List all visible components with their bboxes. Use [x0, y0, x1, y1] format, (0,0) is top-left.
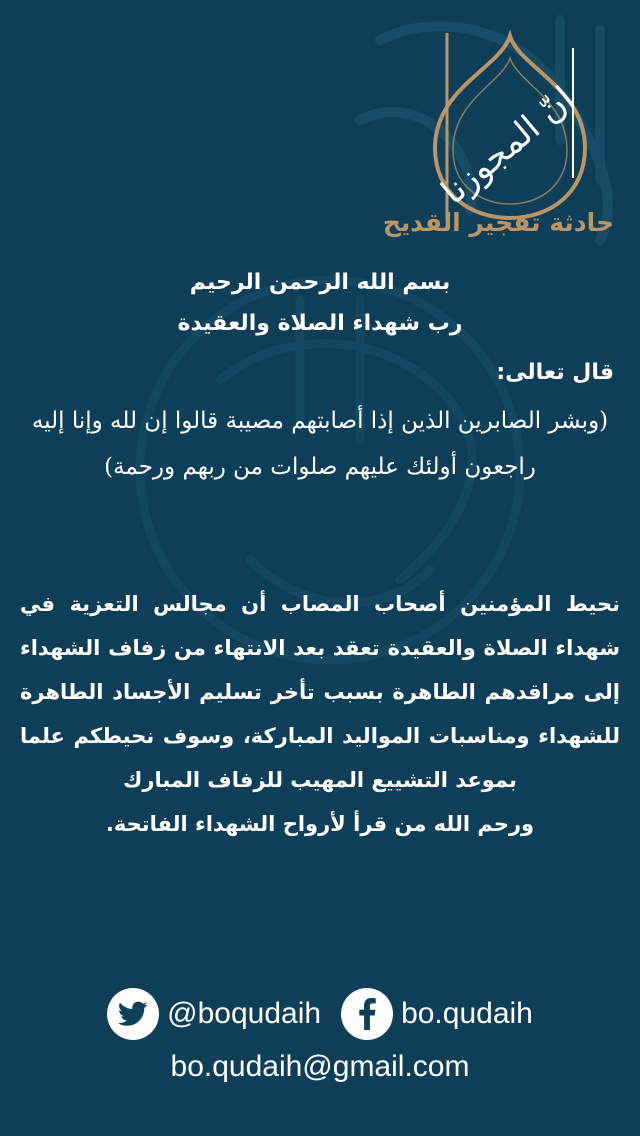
facebook-handle: bo.qudaih	[401, 997, 533, 1030]
twitter-handle: @boqudaih	[167, 997, 322, 1030]
twitter-link[interactable]	[107, 988, 321, 1040]
svg-text:انّ المجوزنا: انّ المجوزنا	[433, 78, 583, 213]
dedication-line: رب شهداء الصلاة والعقيدة	[177, 311, 463, 336]
basmala: بسم الله الرحمن الرحيم	[189, 270, 451, 295]
notice-closing: ورحم الله من قرأ لأرواح الشهداء الفاتحة.	[105, 812, 535, 836]
twitter-icon	[107, 988, 159, 1040]
notice-text	[20, 582, 620, 846]
quran-verse: (وبشر الصابرين الذين إذا أصابتهم مصيبة قالوا إن لله وإنا إليه راجعون أولئك عليهم صلوات من ربهم ورحمة)	[31, 408, 609, 480]
facebook-icon	[341, 988, 393, 1040]
social-links	[0, 988, 640, 1040]
notice-body: نحيط المؤمنين أصحاب المصاب أن مجالس التعزية في شهداء الصلاة والعقيدة تعقد بعد الانتهاء من زفاف الشهداء إلى مراقدهم الطاهرة بسبب تأخر تسليم الأجساد الطاهرة للشهداء ومناسبات المواليد المباركة، وسوف نحيطكم علما بموعد التشييع المهيب للزفاف المبارك	[20, 592, 620, 792]
logo-emblem	[405, 28, 615, 233]
logo-caption: حادثة تفجير القديح	[382, 208, 614, 237]
contact-email[interactable]: bo.qudaih@gmail.com	[170, 1050, 470, 1083]
quote-intro: قال تعالى:	[496, 360, 614, 385]
facebook-link[interactable]	[341, 988, 533, 1040]
